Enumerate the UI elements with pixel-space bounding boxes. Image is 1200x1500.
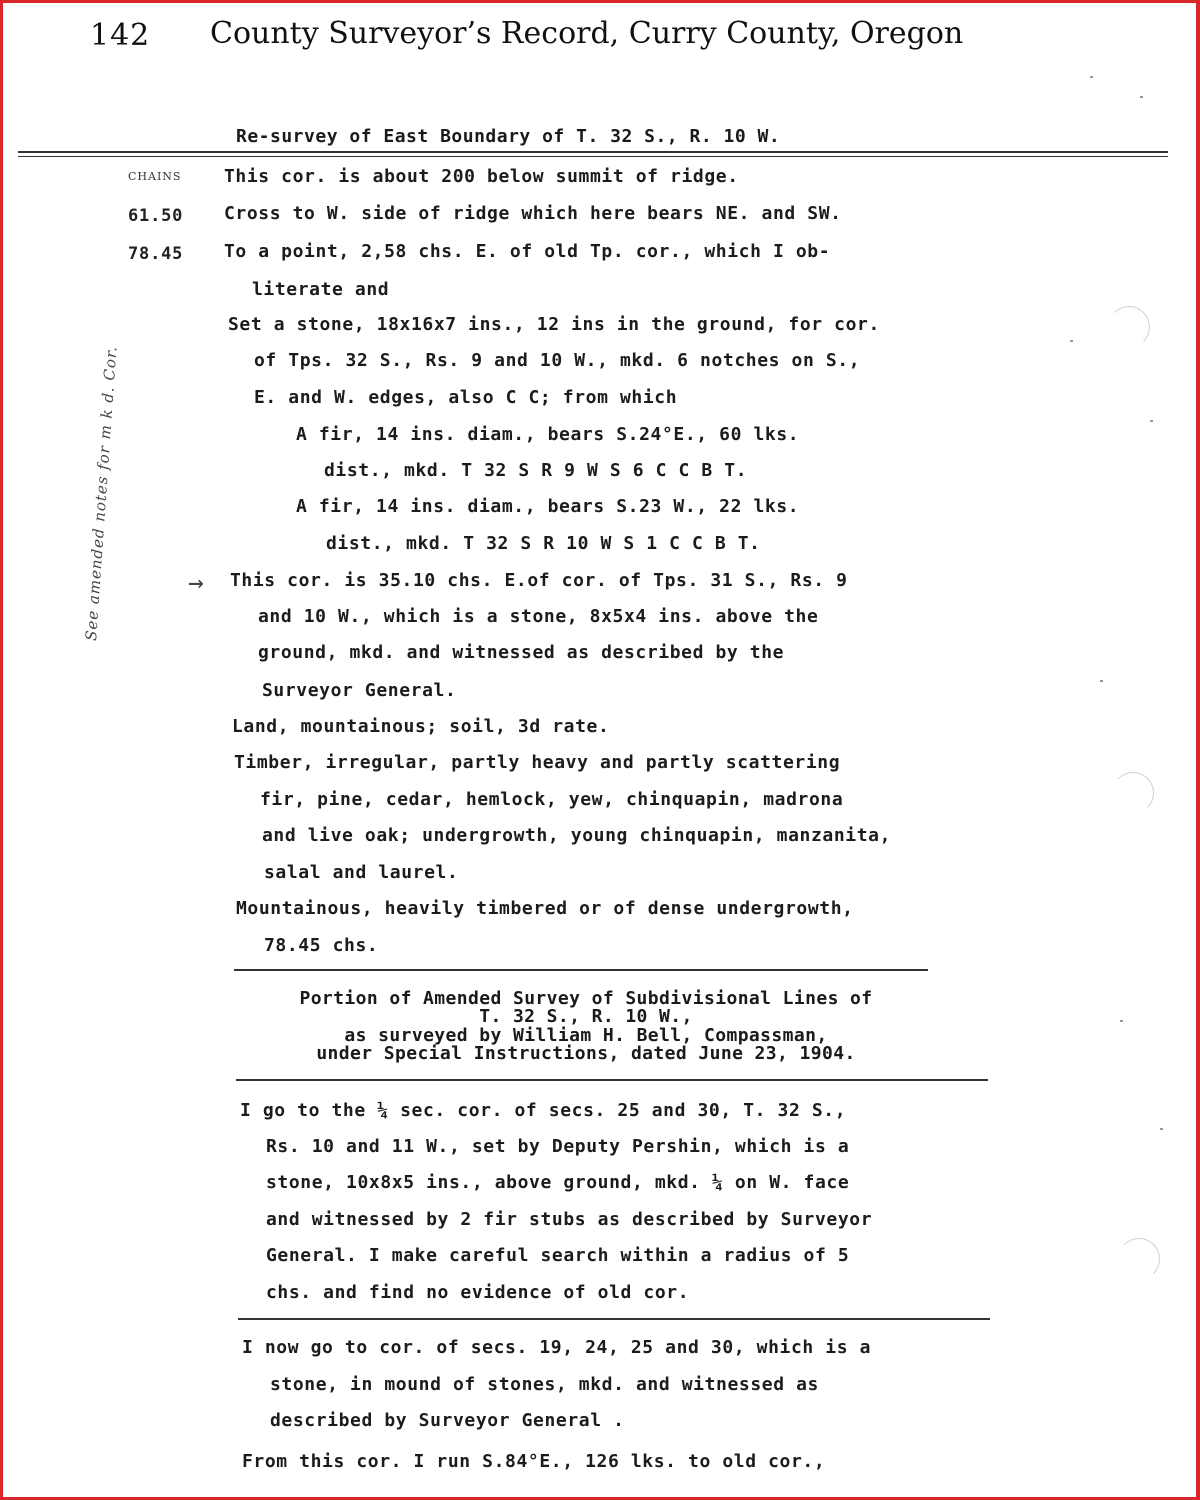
scan-speck: [1140, 96, 1143, 98]
paragraph-line: and witnessed by 2 fir stubs as described by Surveyor: [266, 1209, 873, 1230]
scan-speck: [1160, 1128, 1163, 1130]
chains-column-label: CHAINS: [128, 170, 182, 183]
portion-heading-line: under Special Instructions, dated June 23, 1904.: [316, 1043, 856, 1064]
portion-heading-line: Portion of Amended Survey of Subdivisional Lines of: [299, 988, 873, 1009]
record-line: dist., mkd. T 32 S R 9 W S 6 C C B T.: [324, 460, 748, 481]
record-line: A fir, 14 ins. diam., bears S.24°E., 60 lks.: [296, 424, 800, 445]
record-line: Cross to W. side of ridge which here bears NE. and SW.: [224, 203, 842, 224]
paragraph-line: stone, in mound of stones, mkd. and witnessed as: [270, 1374, 819, 1395]
record-line: A fir, 14 ins. diam., bears S.23 W., 22 lks.: [296, 496, 800, 517]
scan-speck: [1100, 680, 1103, 682]
paragraph-line: described by Surveyor General .: [270, 1410, 625, 1431]
record-line: 78.45 chs.: [264, 935, 379, 956]
header-rule-bottom: [18, 156, 1168, 157]
record-line: and 10 W., which is a stone, 8x5x4 ins. above the: [258, 606, 819, 627]
distance-78-45: 78.45: [128, 244, 184, 264]
record-line: To a point, 2,58 chs. E. of old Tp. cor., which I ob-: [224, 241, 831, 262]
record-line: of Tps. 32 S., Rs. 9 and 10 W., mkd. 6 notches on S.,: [254, 350, 861, 371]
section-divider: [238, 1318, 990, 1320]
punch-hole-mark: [1108, 306, 1150, 348]
record-line: Land, mountainous; soil, 3d rate.: [232, 716, 610, 737]
section-divider: [236, 1079, 988, 1081]
scan-speck: [1090, 76, 1093, 78]
header-rule-top: [18, 151, 1168, 153]
record-line: dist., mkd. T 32 S R 10 W S 1 C C B T.: [326, 533, 761, 554]
punch-hole-mark: [1112, 772, 1154, 814]
record-line: E. and W. edges, also C C; from which: [254, 387, 678, 408]
portion-heading-line: as surveyed by William H. Bell, Compassman,: [344, 1025, 828, 1046]
scan-speck: [1120, 1020, 1123, 1022]
handwritten-margin-note: See amended notes for m k d. Cor.: [81, 345, 121, 642]
scan-speck: [1070, 340, 1073, 342]
page-header: County Surveyor’s Record, Curry County, Oregon: [210, 16, 964, 51]
paragraph-line: chs. and find no evidence of old cor.: [266, 1282, 690, 1303]
record-line: This cor. is about 200 below summit of ridge.: [224, 166, 739, 187]
paragraph-line: Rs. 10 and 11 W., set by Deputy Pershin, which is a: [266, 1136, 850, 1157]
section-divider: [234, 969, 928, 971]
record-line: and live oak; undergrowth, young chinquapin, manzanita,: [262, 825, 892, 846]
arrow-right-icon: →: [188, 568, 204, 598]
portion-heading-line: T. 32 S., R. 10 W.,: [479, 1006, 693, 1027]
record-line: fir, pine, cedar, hemlock, yew, chinquapin, madrona: [260, 789, 844, 810]
paragraph-line: I now go to cor. of secs. 19, 24, 25 and 30, which is a: [242, 1337, 872, 1358]
scan-speck: [1150, 420, 1153, 422]
record-line: Mountainous, heavily timbered or of dense undergrowth,: [236, 898, 854, 919]
paragraph-line: From this cor. I run S.84°E., 126 lks. to old cor.,: [242, 1451, 826, 1472]
record-line: literate and: [252, 279, 390, 300]
paragraph-line: I go to the ¼ sec. cor. of secs. 25 and 30, T. 32 S.,: [240, 1100, 847, 1121]
record-line: ground, mkd. and witnessed as described by the: [258, 642, 785, 663]
section-title: Re-survey of East Boundary of T. 32 S., R. 10 W.: [236, 126, 781, 147]
page-number: 142: [90, 18, 151, 53]
record-line: salal and laurel.: [264, 862, 459, 883]
paragraph-line: stone, 10x8x5 ins., above ground, mkd. ¼ on W. face: [266, 1172, 850, 1193]
paragraph-line: General. I make careful search within a radius of 5: [266, 1245, 850, 1266]
distance-61-50: 61.50: [128, 206, 184, 226]
record-line: Timber, irregular, partly heavy and partly scattering: [234, 752, 841, 773]
record-line: This cor. is 35.10 chs. E.of cor. of Tps. 31 S., Rs. 9: [230, 570, 848, 591]
record-line: Surveyor General.: [262, 680, 457, 701]
punch-hole-mark: [1118, 1238, 1160, 1280]
record-line: Set a stone, 18x16x7 ins., 12 ins in the ground, for cor.: [228, 314, 880, 335]
